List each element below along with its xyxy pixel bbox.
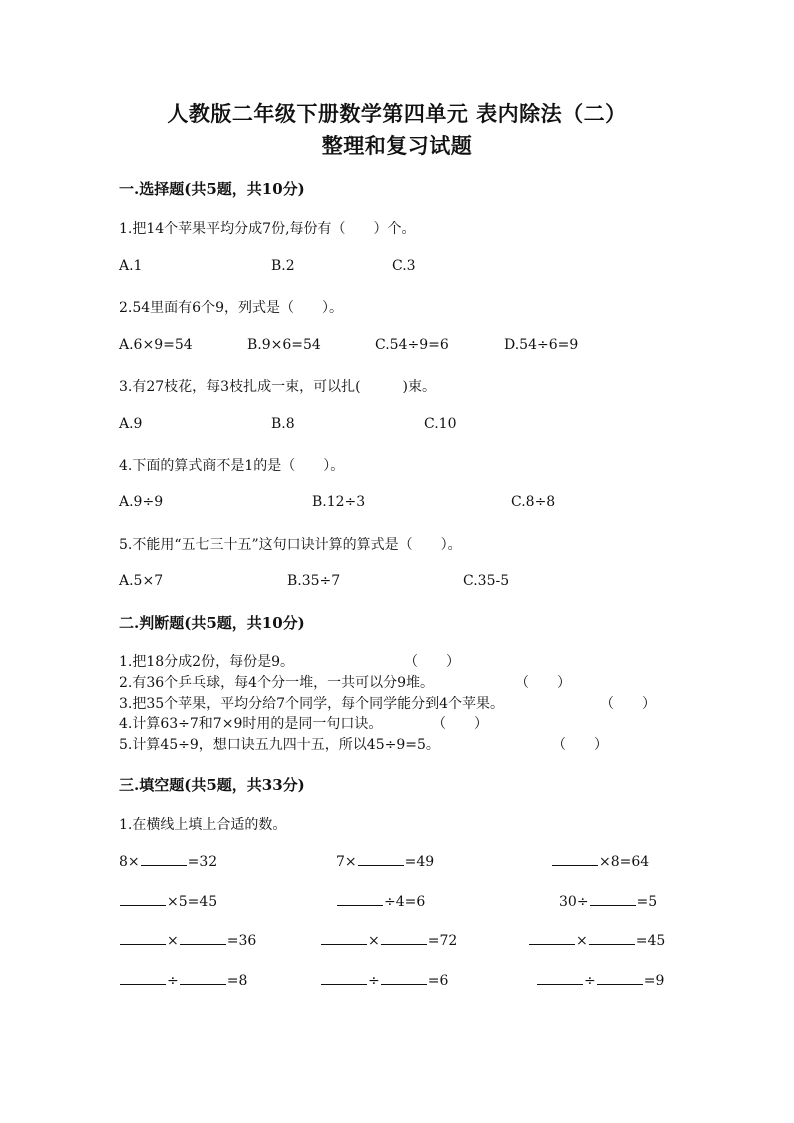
section-heading-fill: 三.填空题(共5题，共33分) [119, 776, 305, 794]
option: A.1 [119, 258, 143, 274]
fill-expression [528, 932, 665, 949]
option: C.3 [392, 258, 416, 274]
answer-bracket: （ ） [515, 675, 571, 691]
fill-expression [320, 972, 448, 989]
expr-mid: × [576, 933, 588, 949]
page-subtitle: 整理和复习试题 [321, 133, 473, 158]
expr-post: ×8=64 [599, 854, 650, 870]
expr-pre: 7× [336, 854, 357, 870]
option: B.2 [271, 258, 295, 274]
fill-expression [551, 853, 649, 870]
question-text: 5.不能用“五七三十五”这句口诀计算的算式是（ ）。 [119, 537, 462, 553]
fill-expression [559, 893, 657, 910]
expr-post: =6 [427, 973, 449, 989]
answer-blank[interactable] [321, 932, 367, 945]
answer-bracket: （ ） [552, 737, 608, 753]
question-text: 3.有27枝花，每3枝扎成一束，可以扎( )束。 [119, 379, 437, 395]
answer-blank[interactable] [180, 972, 226, 985]
expr-post: ×5=45 [167, 894, 218, 910]
answer-blank[interactable] [529, 932, 575, 945]
answer-blank[interactable] [597, 972, 643, 985]
option: B.12÷3 [312, 494, 366, 510]
option: A.9÷9 [119, 494, 164, 510]
answer-blank[interactable] [358, 853, 404, 866]
expr-post: =45 [635, 933, 666, 949]
answer-blank[interactable] [381, 932, 427, 945]
question-text: 4.下面的算式商不是1的是（ ）。 [119, 458, 345, 474]
option: D.54÷6=9 [504, 337, 579, 353]
answer-blank[interactable] [552, 853, 598, 866]
answer-blank[interactable] [321, 972, 367, 985]
judge-item: 2.有36个乒乓球，每4个分一堆，一共可以分9堆。 [119, 675, 434, 691]
answer-blank[interactable] [589, 932, 635, 945]
expr-pre: 30÷ [559, 894, 589, 910]
judge-item: 4.计算63÷7和7×9时用的是同一句口诀。 [119, 716, 383, 732]
answer-blank[interactable] [590, 893, 636, 906]
option: B.35÷7 [287, 573, 341, 589]
option: C.10 [424, 416, 457, 432]
fill-expression [119, 972, 247, 989]
answer-blank[interactable] [537, 972, 583, 985]
question-text: 1.在横线上填上合适的数。 [119, 817, 287, 833]
answer-bracket: （ ） [432, 716, 488, 732]
expr-post: =49 [404, 854, 435, 870]
option: C.8÷8 [511, 494, 556, 510]
option: B.9×6=54 [247, 337, 321, 353]
fill-expression [119, 893, 217, 910]
section-heading-choice: 一.选择题(共5题，共10分) [119, 180, 305, 198]
fill-expression [536, 972, 664, 989]
expr-post: =5 [636, 894, 658, 910]
expr-mid: ÷ [584, 973, 596, 989]
option: C.54÷9=6 [375, 337, 449, 353]
fill-expression [119, 853, 217, 870]
answer-blank[interactable] [180, 932, 226, 945]
question-text: 1.把14个苹果平均分成7份,每份有（ ）个。 [119, 221, 416, 237]
page-title: 人教版二年级下册数学第四单元 表内除法（二） [167, 101, 627, 126]
expr-mid: × [368, 933, 380, 949]
answer-blank[interactable] [381, 972, 427, 985]
expr-mid: ÷ [368, 973, 380, 989]
expr-mid: × [167, 933, 179, 949]
expr-post: =36 [226, 933, 257, 949]
fill-expression [320, 932, 457, 949]
judge-item: 5.计算45÷9，想口诀五九四十五，所以45÷9=5。 [119, 737, 440, 753]
expr-post: =8 [226, 973, 248, 989]
expr-post: =32 [187, 854, 218, 870]
answer-blank[interactable] [141, 853, 187, 866]
answer-bracket: （ ） [404, 654, 460, 670]
judge-item: 1.把18分成2份，每份是9。 [119, 654, 294, 670]
fill-expression [336, 893, 425, 910]
answer-blank[interactable] [120, 893, 166, 906]
answer-bracket: （ ） [600, 696, 656, 712]
section-heading-judge: 二.判断题(共5题，共10分) [119, 614, 305, 632]
expr-post: =72 [427, 933, 458, 949]
expr-post: =9 [643, 973, 665, 989]
option: B.8 [271, 416, 295, 432]
answer-blank[interactable] [337, 893, 383, 906]
fill-expression [119, 932, 256, 949]
judge-item: 3.把35个苹果，平均分给7个同学，每个同学能分到4个苹果。 [119, 696, 504, 712]
option: C.35-5 [463, 573, 510, 589]
expr-post: ÷4=6 [384, 894, 426, 910]
answer-blank[interactable] [120, 932, 166, 945]
option: A.9 [119, 416, 143, 432]
answer-blank[interactable] [120, 972, 166, 985]
fill-expression [336, 853, 434, 870]
option: A.6×9=54 [119, 337, 193, 353]
expr-pre: 8× [119, 854, 140, 870]
question-text: 2.54里面有6个9，列式是（ ）。 [119, 300, 343, 316]
expr-mid: ÷ [167, 973, 179, 989]
option: A.5×7 [119, 573, 164, 589]
